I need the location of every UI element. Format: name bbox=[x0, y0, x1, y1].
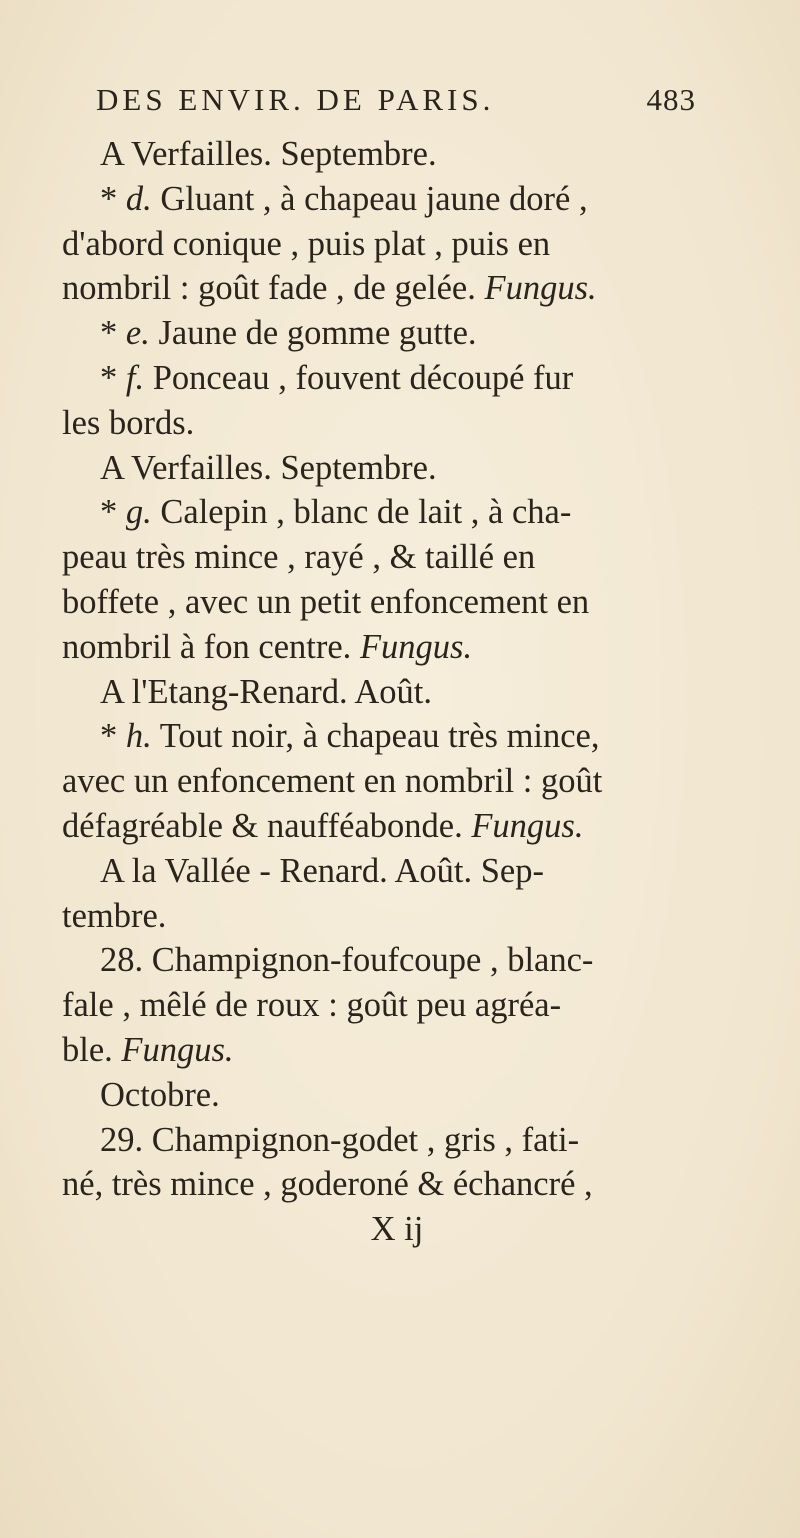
text-line bbox=[62, 714, 702, 759]
text-segment: tembre. bbox=[62, 896, 167, 935]
text-segment: A la Vallée - Renard. Août. Sep- bbox=[100, 851, 544, 890]
text-segment: avec un enfoncement en nombril : goût bbox=[62, 762, 603, 801]
text-line bbox=[62, 625, 702, 670]
running-title: DES ENVIR. DE PARIS. bbox=[96, 82, 495, 117]
text-segment: nombril : goût fade , de gelée. bbox=[62, 269, 485, 308]
text-segment: * bbox=[100, 314, 126, 353]
text-line bbox=[62, 938, 702, 983]
text-segment: Jaune de gomme gutte. bbox=[149, 314, 477, 353]
text-segment: 28. Champignon-foufcoupe , blanc- bbox=[100, 941, 594, 980]
text-line bbox=[62, 177, 702, 222]
text-segment: Calepin , blanc de lait , à cha- bbox=[151, 493, 572, 532]
text-line bbox=[62, 849, 702, 894]
text-line bbox=[62, 311, 702, 356]
text-line bbox=[62, 1162, 702, 1207]
text-segment: Octobre. bbox=[100, 1075, 220, 1114]
text-segment: les bords. bbox=[62, 403, 195, 442]
italic-text: e. bbox=[125, 314, 150, 353]
italic-text: h. bbox=[125, 717, 152, 756]
text-line bbox=[62, 1028, 702, 1073]
text-segment: A Verfailles. Septembre. bbox=[100, 135, 437, 173]
text-line bbox=[62, 490, 702, 535]
text-segment: nombril à fon centre. bbox=[62, 627, 360, 666]
text-line bbox=[62, 894, 702, 939]
text-line bbox=[62, 446, 702, 491]
text-segment: ble. bbox=[62, 1030, 122, 1069]
text-segment: A l'Etang-Renard. Août. bbox=[100, 672, 432, 711]
text-segment: * bbox=[100, 717, 126, 756]
italic-text: d. bbox=[125, 179, 152, 218]
text-segment: 29. Champignon-godet , gris , fati- bbox=[100, 1120, 580, 1159]
text-line bbox=[62, 1073, 702, 1118]
text-segment: * bbox=[100, 493, 126, 532]
text-line bbox=[62, 983, 702, 1028]
text-segment: défagréable & naufféabonde. bbox=[62, 806, 472, 845]
text-segment: fale , mêlé de roux : goût peu agréa- bbox=[62, 986, 562, 1025]
page-number: 483 bbox=[646, 82, 696, 117]
text-segment: * bbox=[100, 358, 126, 397]
text-line bbox=[62, 670, 702, 715]
text-line bbox=[62, 580, 702, 625]
text-line bbox=[62, 266, 702, 311]
text-line bbox=[62, 759, 702, 804]
text-segment: d'abord conique , puis plat , puis en bbox=[62, 224, 551, 263]
italic-text: g. bbox=[125, 493, 152, 532]
text-segment: A Verfailles. Septembre. bbox=[100, 448, 437, 487]
text-segment: Gluant , à chapeau jaune doré , bbox=[151, 179, 588, 218]
text-segment: Tout noir, à chapeau très mince, bbox=[151, 717, 600, 756]
text-body bbox=[62, 132, 702, 1252]
italic-text: Fungus. bbox=[484, 269, 597, 308]
text-line bbox=[62, 132, 702, 177]
text-line bbox=[62, 356, 702, 401]
italic-text: f. bbox=[125, 358, 145, 397]
italic-text: Fungus. bbox=[121, 1030, 234, 1069]
italic-text: Fungus. bbox=[359, 627, 473, 666]
italic-text: Fungus. bbox=[471, 806, 584, 845]
text-line bbox=[62, 535, 702, 580]
text-line bbox=[62, 222, 702, 267]
text-segment: * bbox=[100, 179, 126, 218]
text-segment: peau très mince , rayé , & taillé en bbox=[62, 538, 536, 577]
text-line bbox=[62, 1118, 702, 1163]
text-segment: boffete , avec un petit enfoncement en bbox=[62, 582, 590, 621]
text-line bbox=[62, 804, 702, 849]
text-segment: Ponceau , fouvent découpé fur bbox=[144, 358, 574, 397]
text-line bbox=[62, 401, 702, 446]
text-segment: né, très mince , goderoné & échancré , bbox=[62, 1165, 593, 1204]
catchword: X ij bbox=[370, 1210, 424, 1249]
running-header bbox=[96, 82, 696, 122]
